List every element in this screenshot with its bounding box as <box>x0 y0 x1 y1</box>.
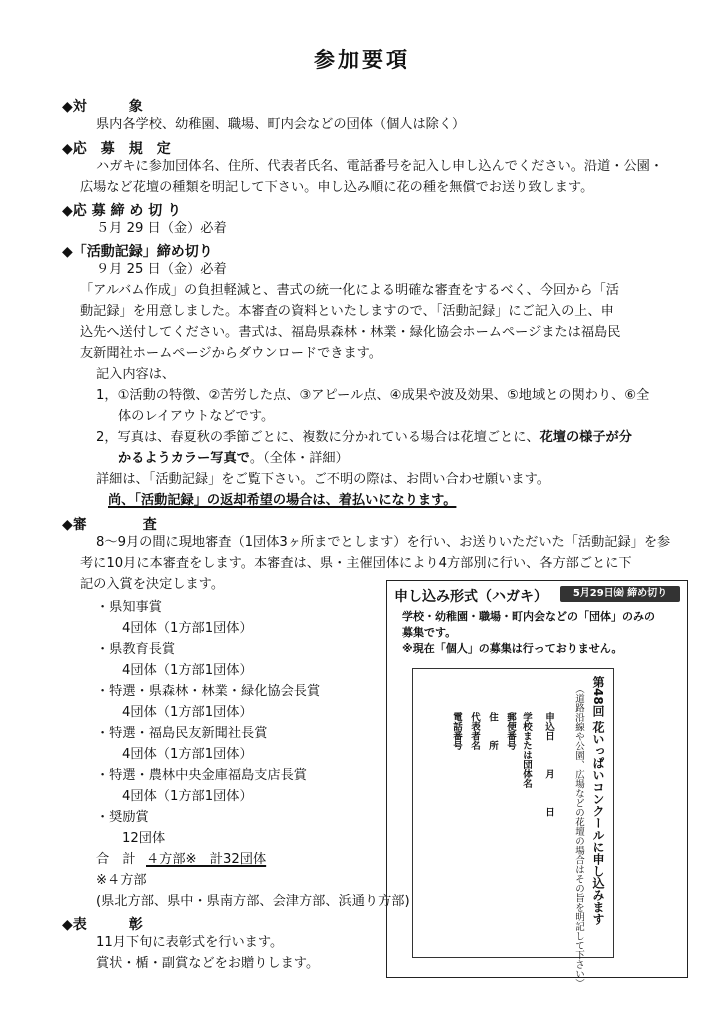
prize-name: ・特選・県森林・林業・緑化協会長賞 <box>96 684 321 699</box>
judging-line-3: 記の入賞を決定します。 <box>80 577 225 592</box>
judging-line-2: 考に10月に本審査をします。本審査は、県・主催団体により4方部別に行い、各方部ごとに下 <box>80 556 632 571</box>
prize-count: 4団体（1方部1団体） <box>122 663 253 678</box>
card-field-phone: 電話番号 <box>451 712 462 750</box>
deadline-badge: 5月29日㈮ 締め切り <box>560 586 680 602</box>
prize-name: ・特選・農林中央金庫福島支店長賞 <box>96 768 307 783</box>
card-field-address: 住 所 <box>487 712 498 750</box>
prize-count: 4団体（1方部1団体） <box>122 747 253 762</box>
target-body: 県内各学校、幼稚園、職場、町内会などの団体（個人は除く） <box>96 117 466 132</box>
card-field-school: 学校または団体名 <box>521 712 532 788</box>
prize-count: 12団体 <box>122 831 166 846</box>
prize-name: ・県教育長賞 <box>96 642 176 657</box>
prize-count: 4団体（1方部1団体） <box>122 705 253 720</box>
section-heading-judging: ◆審 査 <box>62 517 157 533</box>
record-item1-a: 1，①活動の特徴、②苦労した点、③アピール点、④成果や波及効果、⑤地域との関わり、⑥全 <box>96 388 650 403</box>
form-desc-1: 学校・幼稚園・職場・町内会などの「団体」のみの <box>402 610 655 623</box>
total-label: 合 計 <box>96 852 136 867</box>
card-field-representative: 代表者名 <box>469 712 480 750</box>
page-title: 参加要項 <box>314 48 410 72</box>
card-title: 第48回 花いっぱいコンクールに申し込みます <box>591 676 605 925</box>
section-heading-deadline: ◆応 募 締 め 切 り <box>62 203 182 219</box>
judging-line-1: 8～9月の間に現地審査（1団体3ヶ所までとします）を行い、お送りいただいた「活動記録」を参 <box>96 535 671 550</box>
record-item1-b: 体のレイアウトなどです。 <box>118 409 275 424</box>
card-field-zip: 郵便番号 <box>505 712 516 750</box>
deadline-body: ５月 29 日（金）必着 <box>96 221 227 236</box>
record-item2-b-text: 。（全体・詳細） <box>249 451 349 466</box>
record-line-4: 友新聞社ホームページからダウンロードできます。 <box>80 346 382 361</box>
record-notice: 尚、「活動記録」の返却希望の場合は、着払いになります。 <box>108 493 457 508</box>
award-line-1: 11月下旬に表彰式を行います。 <box>96 935 284 950</box>
record-contents-label: 記入内容は、 <box>96 367 176 382</box>
section-heading-record: ◆「活動記録」締め切り <box>62 244 213 260</box>
form-desc-2: 募集です。 <box>402 626 457 639</box>
prize-name: ・県知事賞 <box>96 600 162 615</box>
prize-count: 4団体（1方部1団体） <box>122 621 253 636</box>
record-line-1: 「アルバム作成」の負担軽減と、書式の統一化による明確な審査をするべく、今回から「活 <box>80 283 619 298</box>
total-value: ４方部※ 計32団体 <box>146 852 267 867</box>
card-subtitle: （道路沿線や公園、広場などの花壇の場合はその旨を明記して下さい） <box>573 684 584 988</box>
note-label: ※４方部 <box>96 873 147 888</box>
record-item2-b <box>118 448 349 469</box>
form-desc-3: ※現在「個人」の募集は行っておりません。 <box>402 642 623 655</box>
record-item2-a-bold: 花壇の様子が分 <box>539 430 632 445</box>
award-line-2: 賞状・楯・副賞などをお贈りします。 <box>96 956 320 971</box>
record-item2-a <box>96 427 632 448</box>
record-line-3: 込先へ送付してください。書式は、福島県森林・林業・緑化協会ホームページまたは福島民 <box>80 325 621 340</box>
record-details: 詳細は、「活動記録」をご覧下さい。ご不明の際は、お問い合わせ願います。 <box>96 472 550 487</box>
card-field-date: 申込日 月 日 <box>543 712 554 817</box>
section-heading-rules: ◆応 募 規 定 <box>62 141 171 157</box>
prize-name: ・特選・福島民友新聞社長賞 <box>96 726 268 741</box>
section-heading-target: ◆対 象 <box>62 99 143 115</box>
prize-name: ・奨励賞 <box>96 810 149 825</box>
rules-line-2: 広場など花壇の種類を明記して下さい。申し込み順に花の種を無償でお送り致します。 <box>80 180 594 195</box>
record-line-2: 動記録」を用意しました。本審査の資料といたしますので、「活動記録」にご記入の上、申 <box>80 304 614 319</box>
note-body: (県北方部、県中・県南方部、会津方部、浜通り方部) <box>96 894 410 909</box>
form-heading: 申し込み形式（ハガキ） <box>394 589 548 605</box>
record-date: ９月 25 日（金）必着 <box>96 262 227 277</box>
rules-line-1: ハガキに参加団体名、住所、代表者氏名、電話番号を記入し申し込んでください。沿道・公園・ <box>96 159 664 174</box>
prize-count: 4団体（1方部1団体） <box>122 789 253 804</box>
section-heading-award: ◆表 彰 <box>62 917 143 933</box>
record-item2-b-bold: かるようカラー写真で <box>118 451 250 466</box>
record-item2-a-text: 2，写真は、春夏秋の季節ごとに、複数に分かれている場合は花壇ごとに、 <box>96 430 540 445</box>
